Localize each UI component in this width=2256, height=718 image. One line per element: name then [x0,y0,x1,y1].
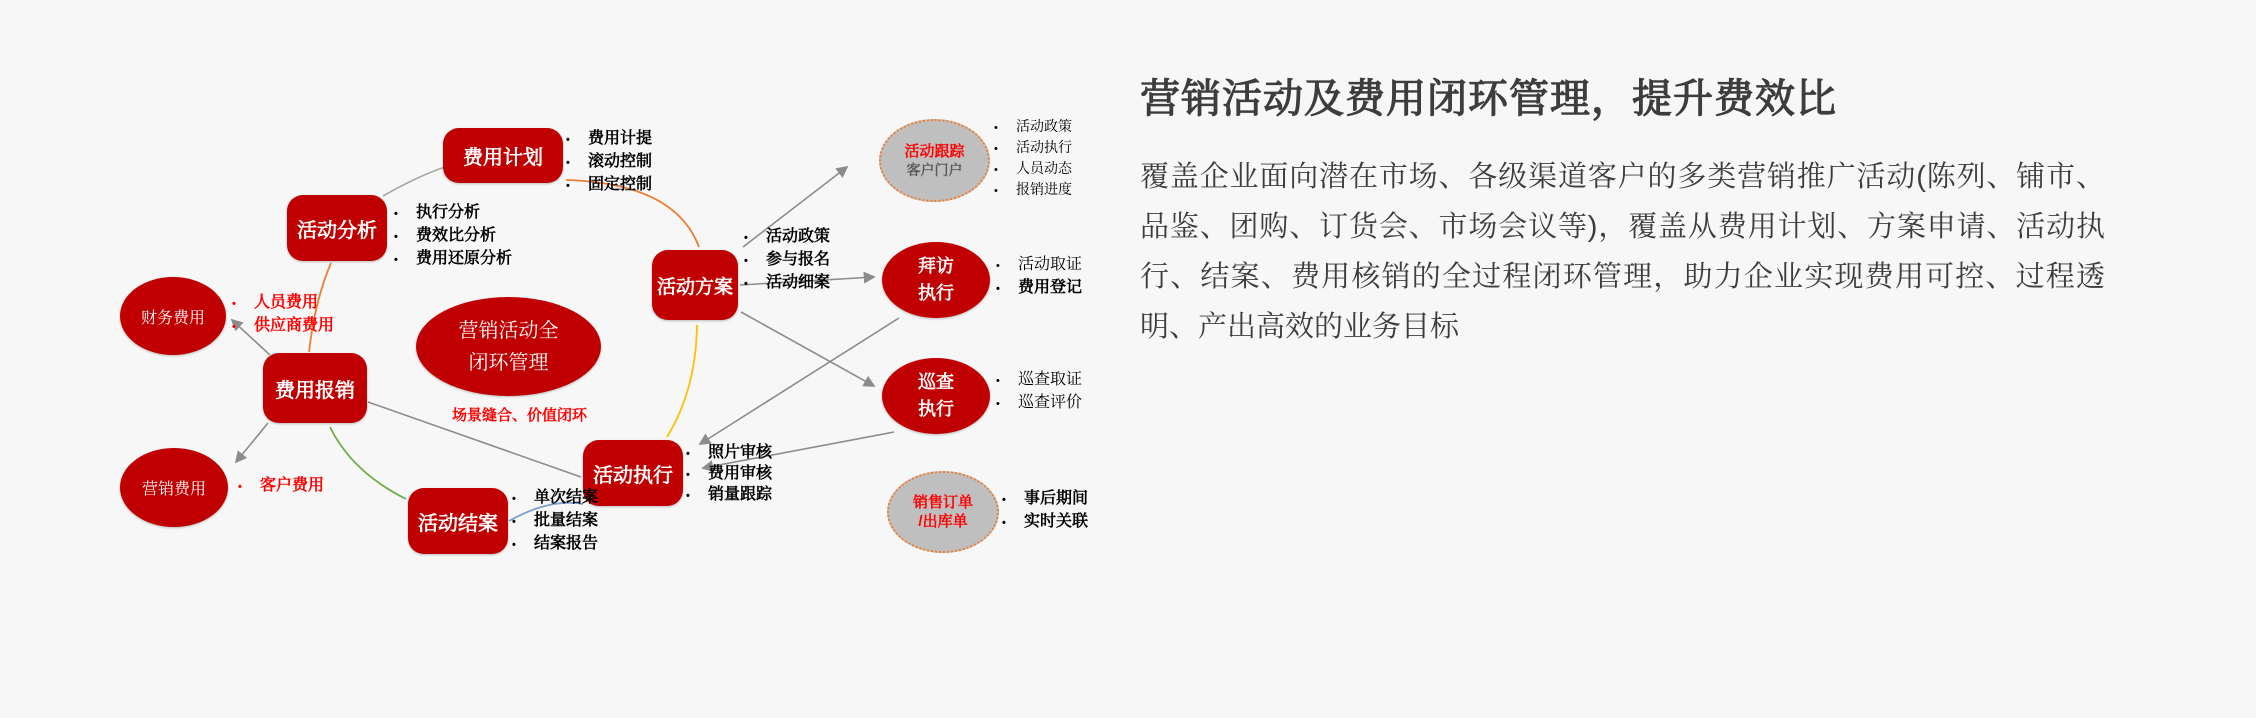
node-center-closed-loop [416,297,601,396]
bullet-icon: • [394,254,398,266]
node-marketing-fee [120,448,228,527]
node-fee-reimburse [263,353,367,423]
node-activity-track-subtitle: 客户门户 [906,162,963,178]
arrow-scheme-to-inspect [741,312,874,386]
bullet-line [394,202,512,225]
bullet-line [394,225,512,248]
node-activity-track [879,119,990,202]
bullet-line [238,475,324,498]
bullet-icon: • [394,231,398,243]
bullet-line [994,159,1072,180]
bullet-line [232,315,334,338]
bullet-icon: • [994,122,998,134]
visit-exec-bullets [996,254,1082,300]
center-label-line2: 闭环管理 [468,351,549,374]
node-finance-fee-label: 财务费用 [140,309,205,327]
bullet-text: 活动政策 [766,228,831,245]
bullet-icon: • [744,232,748,244]
fee-plan-bullets [566,128,652,197]
bullet-text: 结案报告 [534,535,599,552]
bullet-line [232,292,334,315]
bullet-text: 人员动态 [1016,160,1072,176]
marketing-fee-bullets [238,475,324,498]
node-activity-close [408,488,508,554]
sales-order-bullets [1002,488,1088,534]
node-fee-reimburse-label: 费用报销 [275,379,355,402]
node-sales-order [887,471,999,553]
bullet-line [512,510,598,533]
bullet-line [686,443,772,464]
bullet-text: 活动细案 [766,274,831,291]
node-activity-close-label: 活动结案 [418,512,498,535]
loop-arc-analysis-to-plan [383,167,445,196]
loop-arc-reimburse-to-close [330,427,406,499]
bullet-text: 巡查评价 [1018,394,1083,411]
center-label-line1: 营销活动全 [458,319,559,342]
bullet-icon: • [512,516,516,528]
bullet-line [744,226,830,249]
node-activity-exec-label: 活动执行 [593,464,673,487]
inspect-exec-bullets [996,369,1082,415]
arrow-reimburse-to-marketing [236,423,268,462]
bullet-line [566,151,652,174]
bullet-text: 活动执行 [1016,139,1072,155]
node-inspect-exec-line2: 执行 [918,399,954,419]
bullet-text: 滚动控制 [588,153,653,170]
bullet-icon: • [232,298,236,310]
node-visit-exec [882,242,990,318]
bullet-line [994,138,1072,159]
activity-close-bullets [512,487,598,556]
bullet-icon: • [744,255,748,267]
bullet-icon: • [238,481,242,493]
bullet-icon: • [566,157,570,169]
node-activity-track-title: 活动跟踪 [904,143,965,160]
bullet-text: 巡查取证 [1018,371,1083,388]
bullet-text: 固定控制 [588,176,653,193]
bullet-line [994,117,1072,138]
bullet-line [394,248,512,271]
bullet-text: 批量结案 [534,512,599,529]
bullet-text: 销量跟踪 [708,486,773,503]
bullet-icon: • [394,208,398,220]
bullet-line [996,277,1082,300]
page-description: 覆盖企业面向潜在市场、各级渠道客户的多类营销推广活动(陈列、铺市、品鉴、团购、订货会、市场会议等)，覆盖从费用计划、方案申请、活动执行、结案、费用核销的全过程闭环管理，助力企业实现费用可控、过程透明、产出高效的业务目标 [1140,161,2105,343]
bullet-icon: • [1002,494,1006,506]
bullet-icon: • [566,180,570,192]
activity-analysis-bullets [394,202,512,271]
bullet-text: 实时关联 [1024,513,1089,530]
bullet-line [686,464,772,485]
node-activity-plan [652,250,738,320]
bullet-text: 费用审核 [708,465,773,482]
bullet-icon: • [512,539,516,551]
node-marketing-fee-label: 营销费用 [141,481,206,498]
bullet-text: 报销进度 [1016,181,1072,197]
bullet-icon: • [744,278,748,290]
bullet-line [744,272,830,295]
node-inspect-exec [882,358,990,434]
bullet-line [512,487,598,510]
node-fee-plan-label: 费用计划 [463,147,543,169]
bullet-icon: • [686,448,690,460]
bullet-icon: • [994,185,998,197]
bullet-line [996,254,1082,277]
bullet-text: 执行分析 [416,204,481,221]
bullet-text: 活动取证 [1018,256,1083,273]
bullet-text: 费用计提 [588,130,653,147]
node-sales-order-line2: /出库单 [918,513,968,530]
bullet-line [566,174,652,197]
bullet-line [996,392,1082,415]
activity-plan-bullets [744,226,830,295]
activity-exec-bullets [686,443,772,506]
bullet-line [1002,511,1088,534]
node-activity-plan-label: 活动方案 [656,276,733,298]
node-visit-exec-line1: 拜访 [918,256,954,276]
bullet-text: 单次结案 [534,489,599,506]
bullet-text: 费效比分析 [416,227,497,244]
bullet-icon: • [512,493,516,505]
node-fee-plan [443,128,563,183]
node-inspect-exec-line1: 巡查 [918,372,954,392]
loop-arc-scheme-to-exec [667,325,697,437]
bullet-icon: • [996,260,1000,272]
bullet-icon: • [686,469,690,481]
bullet-text: 参与报名 [766,251,831,268]
node-sales-order-line1: 销售订单 [912,494,973,511]
page-title: 营销活动及费用闭环管理，提升费效比 [1140,77,1837,121]
bullet-line [566,128,652,151]
bullet-text: 照片审核 [708,444,773,461]
finance-fee-bullets [232,292,334,338]
bullet-icon: • [566,134,570,146]
bullet-icon: • [996,283,1000,295]
bullet-text: 活动政策 [1016,118,1072,134]
bullet-text: 客户费用 [260,477,325,494]
bullet-icon: • [996,398,1000,410]
bullet-text: 事后期间 [1024,490,1089,507]
arrow-visit-to-exec [700,318,899,444]
bullet-text: 供应商费用 [254,317,335,334]
bullet-text: 人员费用 [254,294,319,311]
bullet-line [996,369,1082,392]
activity-track-bullets [994,117,1072,201]
bullet-icon: • [1002,517,1006,529]
bullet-line [1002,488,1088,511]
bullet-line [686,485,772,506]
bullet-line [744,249,830,272]
bullet-line [994,180,1072,201]
bullet-text: 费用还原分析 [416,250,513,267]
bullet-icon: • [686,490,690,502]
node-activity-analysis [287,195,387,261]
node-finance-fee [120,277,226,355]
center-caption: 场景缝合、价值闭环 [452,407,588,424]
node-activity-analysis-label: 活动分析 [297,219,377,242]
bullet-icon: • [232,321,236,333]
bullet-icon: • [994,143,998,155]
bullet-icon: • [994,164,998,176]
bullet-icon: • [996,375,1000,387]
node-visit-exec-line2: 执行 [918,283,954,303]
bullet-line [512,533,598,556]
bullet-text: 费用登记 [1018,279,1083,296]
